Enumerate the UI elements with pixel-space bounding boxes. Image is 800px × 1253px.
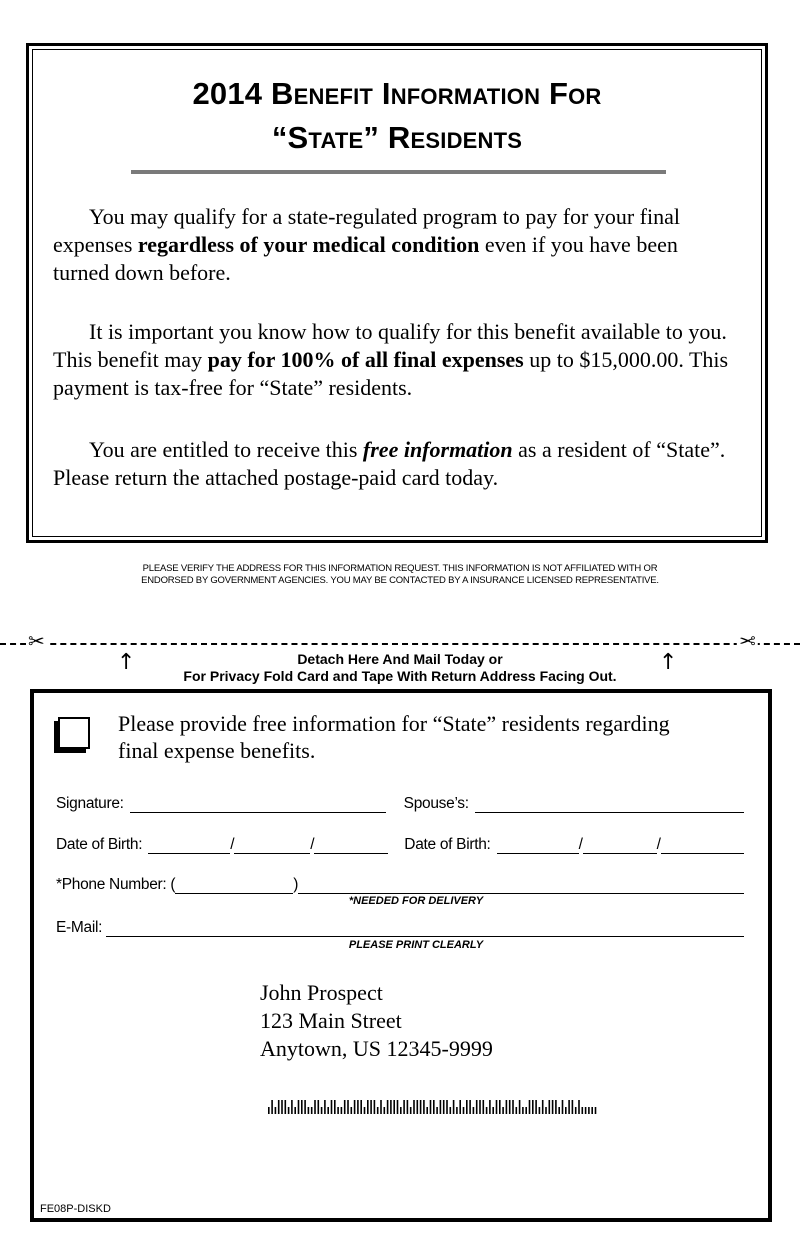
barcode-bar xyxy=(403,1100,405,1114)
p1-bold: regardless of your medical condition xyxy=(137,232,480,257)
spouse-signature-label: Spouse’s: xyxy=(403,795,469,812)
barcode-bar xyxy=(532,1100,534,1114)
barcode-bar xyxy=(552,1100,554,1114)
barcode-bar xyxy=(492,1107,494,1114)
barcode-bar xyxy=(417,1100,419,1114)
barcode-bar xyxy=(278,1100,280,1114)
paragraph-benefit xyxy=(53,318,735,402)
barcode-bar xyxy=(390,1100,392,1114)
barcode-bar xyxy=(440,1100,442,1114)
barcode-bar xyxy=(512,1100,514,1114)
p3-bold-italic: free information xyxy=(362,437,513,462)
barcode-bar xyxy=(367,1100,369,1114)
barcode-bar xyxy=(285,1100,287,1114)
page-title xyxy=(29,72,765,160)
date-separator: / xyxy=(230,836,235,853)
scissors-icon: ✂ xyxy=(28,631,45,653)
barcode-bar xyxy=(572,1100,574,1114)
barcode-bar xyxy=(453,1100,455,1114)
barcode-bar xyxy=(311,1107,313,1114)
phone-row xyxy=(56,876,744,894)
barcode-bar xyxy=(364,1107,366,1114)
dashed-cut-line xyxy=(0,643,800,645)
barcode-bar xyxy=(420,1100,422,1114)
barcode-bar xyxy=(433,1100,435,1114)
barcode-bar xyxy=(463,1107,465,1114)
barcode-bar xyxy=(321,1107,323,1114)
barcode-bar xyxy=(331,1100,333,1114)
arrow-up-icon: ↑ xyxy=(117,650,136,675)
barcode-bar xyxy=(400,1107,402,1114)
barcode-bar xyxy=(525,1107,527,1114)
arrow-up-icon: ↑ xyxy=(659,650,678,675)
email-field[interactable] xyxy=(106,922,744,937)
signature-row xyxy=(56,795,744,813)
barcode-bar xyxy=(555,1100,557,1114)
barcode-bar xyxy=(509,1100,511,1114)
barcode-bar xyxy=(469,1100,471,1114)
barcode-bar xyxy=(562,1100,564,1114)
address-name: John Prospect xyxy=(260,980,383,1005)
barcode-bar xyxy=(301,1100,303,1114)
barcode-bar xyxy=(327,1107,329,1114)
dob-month-field[interactable] xyxy=(148,839,230,854)
p1-text: You may qualify for a state-regulated program to pay for your final expenses xyxy=(53,204,680,257)
email-note: PLEASE PRINT CLEARLY xyxy=(348,939,484,951)
barcode-bar xyxy=(334,1100,336,1114)
barcode-bar xyxy=(268,1107,270,1114)
barcode-bar xyxy=(294,1107,296,1114)
spouse-dob-month-field[interactable] xyxy=(497,839,579,854)
spouse-dob-year-field[interactable] xyxy=(661,839,744,854)
barcode-bar xyxy=(393,1100,395,1114)
barcode-bar xyxy=(347,1100,349,1114)
disclaimer-line-1: PLEASE VERIFY THE ADDRESS FOR THIS INFORMATION REQUEST. THIS INFORMATION IS NOT AFFILIATED WITH OR xyxy=(142,563,658,574)
barcode-bar xyxy=(275,1107,277,1114)
disclaimer-line-2: ENDORSED BY GOVERNMENT AGENCIES. YOU MAY BE CONTACTED BY A INSURANCE LICENSED REPRESENTATIVE. xyxy=(141,575,659,586)
date-separator: / xyxy=(656,836,661,853)
barcode-bar xyxy=(446,1100,448,1114)
paragraph-qualify xyxy=(53,203,735,287)
paragraph-entitled xyxy=(53,436,735,492)
request-checkbox[interactable] xyxy=(58,717,90,749)
request-text xyxy=(118,710,670,764)
form-code: FE08P-DISKD xyxy=(40,1203,111,1215)
barcode-bar xyxy=(565,1107,567,1114)
barcode-bar xyxy=(499,1100,501,1114)
barcode-bar xyxy=(549,1100,551,1114)
phone-number-field[interactable] xyxy=(298,879,744,894)
dob-day-field[interactable] xyxy=(234,839,310,854)
barcode-bar xyxy=(459,1100,461,1114)
address-city-line: Anytown, US 12345-9999 xyxy=(260,1036,493,1061)
p2-text: It is important you know how to qualify for this benefit available to you. This benefit may xyxy=(53,319,727,372)
scissors-icon: ✂ xyxy=(739,631,756,653)
barcode-bar xyxy=(496,1100,498,1114)
dob-label: Date of Birth: xyxy=(56,836,143,853)
reply-card xyxy=(30,689,772,1222)
barcode-bar xyxy=(489,1100,491,1114)
detach-instructions xyxy=(0,651,800,685)
signature-field[interactable] xyxy=(130,798,386,813)
barcode-bar xyxy=(377,1107,379,1114)
barcode-bar xyxy=(591,1107,593,1114)
barcode-bar xyxy=(318,1100,320,1114)
barcode-bar xyxy=(426,1107,428,1114)
postal-barcode xyxy=(268,1100,603,1114)
barcode-bar xyxy=(351,1107,353,1114)
barcode-bar xyxy=(519,1100,521,1114)
email-label: E-Mail: xyxy=(56,919,103,936)
phone-paren: ) xyxy=(293,876,299,893)
disclaimer xyxy=(0,563,800,587)
barcode-bar xyxy=(397,1100,399,1114)
p3-text: You are entitled to receive this xyxy=(89,437,363,462)
request-line-2: final expense benefits. xyxy=(118,738,316,763)
address-street: 123 Main Street xyxy=(260,1008,402,1033)
phone-area-code-field[interactable] xyxy=(175,879,293,894)
barcode-bar xyxy=(387,1100,389,1114)
barcode-bar xyxy=(535,1100,537,1114)
spouse-dob-day-field[interactable] xyxy=(583,839,657,854)
barcode-bar xyxy=(466,1100,468,1114)
barcode-bar xyxy=(271,1100,273,1114)
date-separator: / xyxy=(578,836,583,853)
barcode-bar xyxy=(380,1100,382,1114)
barcode-bar xyxy=(456,1107,458,1114)
barcode-bar xyxy=(436,1107,438,1114)
barcode-bar xyxy=(578,1100,580,1114)
barcode-bar xyxy=(304,1100,306,1114)
barcode-bar xyxy=(542,1100,544,1114)
barcode-bar xyxy=(502,1107,504,1114)
title-divider xyxy=(131,170,666,174)
barcode-bar xyxy=(575,1107,577,1114)
barcode-bar xyxy=(360,1100,362,1114)
barcode-bar xyxy=(288,1107,290,1114)
email-row xyxy=(56,919,744,937)
barcode-bar xyxy=(324,1100,326,1114)
barcode-bar xyxy=(374,1100,376,1114)
barcode-bar xyxy=(582,1107,584,1114)
barcode-bar xyxy=(443,1100,445,1114)
benefit-info-box xyxy=(26,43,768,543)
barcode-bar xyxy=(357,1100,359,1114)
barcode-bar xyxy=(413,1100,415,1114)
mailing-address xyxy=(260,979,493,1063)
barcode-bar xyxy=(595,1107,597,1114)
phone-note: *NEEDED FOR DELIVERY xyxy=(348,895,484,907)
barcode-bar xyxy=(585,1107,587,1114)
barcode-bar xyxy=(370,1100,372,1114)
p2-bold: pay for 100% of all final expenses xyxy=(207,347,524,372)
title-line-2: “State” Residents xyxy=(271,120,523,155)
barcode-bar xyxy=(450,1107,452,1114)
barcode-bar xyxy=(410,1107,412,1114)
barcode-bar xyxy=(291,1100,293,1114)
barcode-bar xyxy=(516,1107,518,1114)
phone-label: *Phone Number: ( xyxy=(56,876,176,893)
spouse-signature-field[interactable] xyxy=(475,798,744,813)
barcode-bar xyxy=(479,1100,481,1114)
barcode-bar xyxy=(529,1100,531,1114)
p1-text-end: even if you have been turned down before. xyxy=(53,232,678,285)
barcode-bar xyxy=(308,1107,310,1114)
date-separator: / xyxy=(310,836,315,853)
spouse-dob-label: Date of Birth: xyxy=(404,836,491,853)
barcode-bar xyxy=(341,1107,343,1114)
detach-line-1: Detach Here And Mail Today or xyxy=(297,651,503,667)
barcode-bar xyxy=(506,1100,508,1114)
barcode-bar xyxy=(473,1107,475,1114)
barcode-bar xyxy=(486,1107,488,1114)
barcode-bar xyxy=(545,1107,547,1114)
p2-text-end: up to $15,000.00. This payment is tax-free for “State” residents. xyxy=(53,347,729,400)
barcode-bar xyxy=(384,1107,386,1114)
barcode-bar xyxy=(423,1100,425,1114)
title-line-1: 2014 Benefit Information For xyxy=(192,76,602,111)
barcode-bar xyxy=(344,1100,346,1114)
barcode-bar xyxy=(476,1100,478,1114)
barcode-bar xyxy=(314,1100,316,1114)
barcode-bar xyxy=(337,1107,339,1114)
request-line-1: Please provide free information for “State” residents regarding xyxy=(118,711,670,736)
barcode-bar xyxy=(522,1107,524,1114)
barcode-bar xyxy=(430,1100,432,1114)
barcode-bar xyxy=(539,1107,541,1114)
barcode-bar xyxy=(354,1100,356,1114)
p3-text-end: as a resident of “State”. Please return the attached postage-paid card today. xyxy=(53,437,726,490)
dob-year-field[interactable] xyxy=(314,839,388,854)
signature-label: Signature: xyxy=(56,795,124,812)
detach-line-2: For Privacy Fold Card and Tape With Return Address Facing Out. xyxy=(183,668,617,684)
dob-row xyxy=(56,836,744,854)
barcode-bar xyxy=(558,1107,560,1114)
barcode-bar xyxy=(407,1100,409,1114)
barcode-bar xyxy=(281,1100,283,1114)
barcode-bar xyxy=(483,1100,485,1114)
barcode-bar xyxy=(568,1100,570,1114)
barcode-bar xyxy=(298,1100,300,1114)
barcode-bar xyxy=(588,1107,590,1114)
